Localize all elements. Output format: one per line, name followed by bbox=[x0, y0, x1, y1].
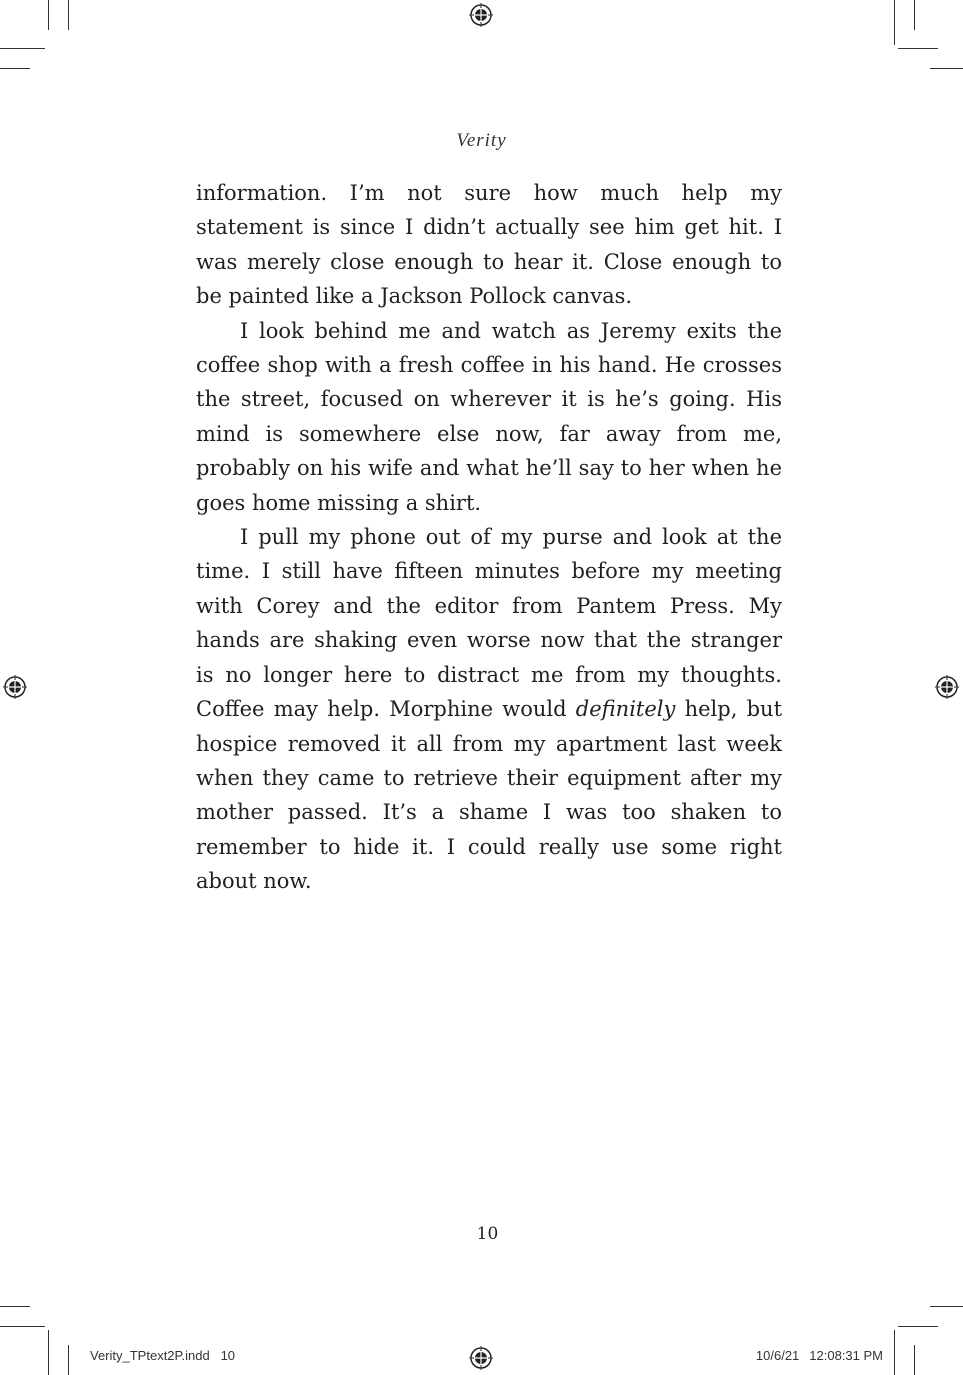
paragraph-3-text-end: help, but hospice removed it all from my apartment last week when they came to retrieve their equipment after my mother passed. It’s a shame I was too shaken to remember to hide it. I could really use some right about now. bbox=[196, 697, 783, 894]
crop-mark-top-right-horizontal-lower bbox=[930, 68, 963, 69]
registration-mark-icon bbox=[3, 675, 27, 699]
body-text bbox=[196, 176, 782, 899]
crop-mark-bottom-right-vertical-outer bbox=[914, 1345, 915, 1375]
slug-timestamp bbox=[746, 1348, 883, 1363]
crop-mark-bottom-left-horizontal-upper bbox=[0, 1306, 30, 1307]
crop-mark-top-left-horizontal-lower bbox=[0, 68, 30, 69]
crop-mark-top-right-vertical-inner bbox=[894, 0, 895, 45]
registration-mark-icon bbox=[469, 3, 493, 27]
crop-mark-top-left-vertical-inner bbox=[68, 0, 69, 30]
slug-date: 10/6/21 bbox=[755, 1348, 800, 1363]
crop-mark-bottom-left-vertical-inner bbox=[68, 1345, 69, 1375]
running-head: Verity bbox=[456, 130, 507, 151]
crop-mark-bottom-right-horizontal-lower bbox=[898, 1326, 938, 1327]
paragraph-2: I look behind me and watch as Jeremy exits the coffee shop with a fresh coffee in his hand. He crosses the street, focused on wherever it is he’s going. His mind is somewhere else now, far away from me, probably on his wife and what he’ll say to her when he goes home missing a shirt. bbox=[196, 318, 782, 515]
crop-mark-bottom-right-horizontal-upper bbox=[930, 1306, 963, 1307]
crop-mark-bottom-left-horizontal-lower bbox=[0, 1326, 45, 1327]
slug-file-info bbox=[90, 1348, 235, 1363]
paragraph-3-text-start: I pull my phone out of my purse and look at the time. I still have fifteen minutes before my meeting with Corey and the editor from Pantem Press. My hands are shaking even worse now that the stranger is no longer here to distract me from my thoughts. Coffee may help. Morphine would bbox=[196, 525, 782, 722]
paragraph-3 bbox=[196, 520, 782, 898]
crop-mark-bottom-left-vertical-outer bbox=[48, 1330, 49, 1375]
crop-mark-bottom-right-vertical-inner bbox=[894, 1330, 895, 1375]
slug-page: 10 bbox=[220, 1348, 236, 1363]
registration-mark-icon bbox=[935, 675, 959, 699]
paragraph-1: information. I’m not sure how much help my statement is since I didn’t actually see him get hit. I was merely close enough to hear it. Close enough to be painted like a Jackson Pollock canvas. bbox=[196, 181, 782, 309]
crop-mark-top-right-vertical-outer bbox=[914, 0, 915, 30]
slug-time: 12:08:31 PM bbox=[809, 1348, 883, 1363]
slug-filename: Verity_TPtext2P.indd bbox=[90, 1348, 210, 1363]
crop-mark-top-left-horizontal-upper bbox=[0, 48, 45, 49]
crop-mark-top-left-vertical-outer bbox=[48, 0, 49, 30]
emphasis-definitely: definitely bbox=[575, 697, 676, 722]
crop-mark-top-right-horizontal-upper bbox=[898, 48, 938, 49]
registration-mark-icon bbox=[469, 1346, 493, 1370]
page-number: 10 bbox=[476, 1224, 499, 1244]
